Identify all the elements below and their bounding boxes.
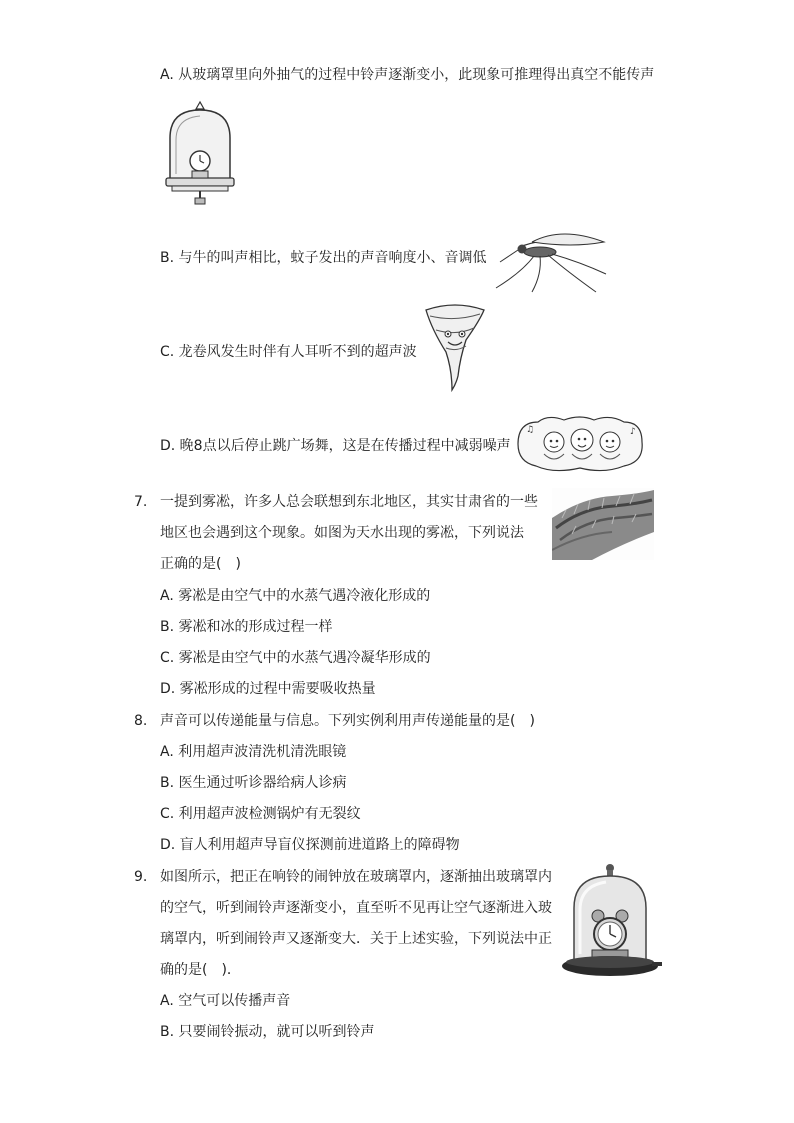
q7-stem-line-1: 一提到雾凇，许多人总会联想到东北地区，其实甘肃省的一些: [160, 494, 538, 510]
q6-option-a: A. 从玻璃罩里向外抽气的过程中铃声逐渐变小，此现象可推理得出真空不能传声: [160, 67, 655, 83]
q6-option-c: C. 龙卷风发生时伴有人耳听不到的超声波: [160, 344, 417, 360]
q8-option-d: D. 盲人利用超声导盲仪探测前进道路上的障碍物: [160, 837, 460, 853]
svg-text:♪: ♪: [630, 427, 636, 437]
rime-frost-photo: [552, 488, 654, 560]
q9-stem-line-2: 的空气，听到闹铃声逐渐变小，直至听不见再让空气逐渐进入玻: [160, 900, 552, 916]
q9-stem-line-4: 确的是( )．: [160, 962, 241, 978]
q7-option-b: B. 雾凇和冰的形成过程一样: [160, 619, 333, 635]
q7-option-d: D. 雾凇形成的过程中需要吸收热量: [160, 681, 376, 697]
q6-option-b: B. 与牛的叫声相比，蚊子发出的声音响度小、音调低: [160, 250, 487, 266]
q8-option-b: B. 医生通过听诊器给病人诊病: [160, 775, 347, 791]
q9-stem-line-3: 璃罩内，听到闹铃声又逐渐变大．关于上述实验，下列说法中正: [160, 931, 552, 947]
svg-text:♫: ♫: [526, 425, 535, 435]
q8-option-a: A. 利用超声波清洗机清洗眼镜: [160, 744, 347, 760]
q7-stem-line-2: 地区也会遇到这个现象。如图为天水出现的雾凇，下列说法: [160, 525, 524, 541]
alarm-clock-bell-jar-photo: [560, 862, 664, 984]
q9-option-b: B. 只要闹铃振动，就可以听到铃声: [160, 1024, 375, 1040]
q8-stem: 声音可以传递能量与信息。下列实例利用声传递能量的是( ): [160, 713, 535, 729]
q8-number: 8.: [134, 713, 148, 729]
q7-option-a: A. 雾凇是由空气中的水蒸气遇冷液化形成的: [160, 588, 431, 604]
bell-jar-figure: [164, 100, 236, 208]
q9-number: 9.: [134, 869, 148, 885]
q8-option-c: C. 利用超声波检测锅炉有无裂纹: [160, 806, 361, 822]
q7-number: 7.: [134, 494, 148, 510]
square-dance-figure: [514, 414, 648, 474]
tornado-figure: [418, 300, 492, 392]
q7-option-c: C. 雾凇是由空气中的水蒸气遇冷凝华形成的: [160, 650, 431, 666]
q9-option-a: A. 空气可以传播声音: [160, 993, 291, 1009]
mosquito-figure: [492, 222, 610, 298]
q9-stem-line-1: 如图所示，把正在响铃的闹钟放在玻璃罩内，逐渐抽出玻璃罩内: [160, 869, 552, 885]
q6-option-d: D. 晚8点以后停止跳广场舞，这是在传播过程中减弱噪声: [160, 438, 511, 454]
q7-stem-line-3: 正确的是( ): [160, 556, 241, 572]
